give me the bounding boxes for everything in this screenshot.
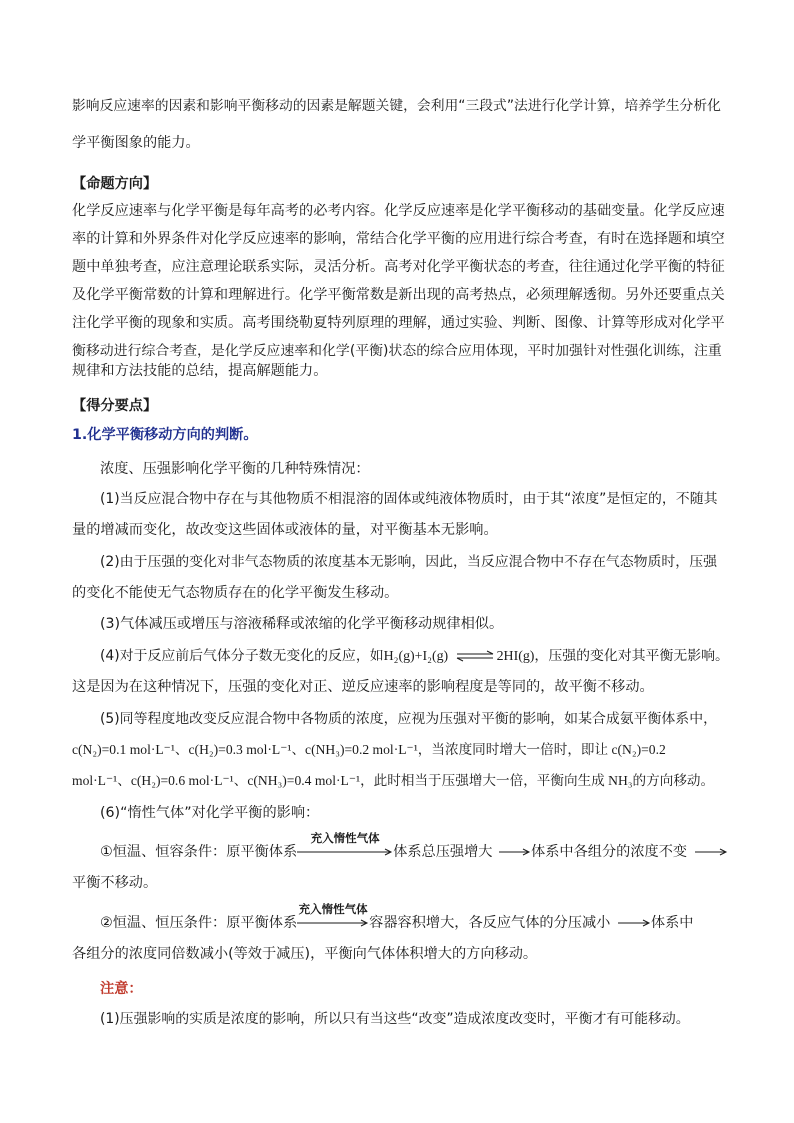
- direction-line-1: 化学反应速率与化学平衡是每年高考的必考内容。化学反应速率是化学平衡移动的基础变量。化学反应速: [72, 203, 725, 219]
- point-1-line-1: (1)当反应混合物中存在与其他物质不相混溶的固体或纯液体物质时，由于其“浓度”是恒定的，不随其: [100, 491, 718, 507]
- point-5-line-1: (5)同等程度地改变反应混合物中各物质的浓度，应视为压强对平衡的影响，如某合成氨平衡体系中，: [100, 711, 717, 727]
- intro-line-1: 影响反应速率的因素和影响平衡移动的因素是解题关键，会利用“三段式”法进行化学计算，培养学生分析化: [72, 98, 721, 114]
- direction-line-7: 规律和方法技能的总结，提高解题能力。: [72, 363, 328, 379]
- point-3: (3)气体减压或增压与溶液稀释或浓缩的化学平衡移动规律相似。: [100, 616, 504, 632]
- point-6: (6)“惰性气体”对化学平衡的影响：: [100, 805, 320, 821]
- case-1-start: ①恒温、恒容条件：原平衡体系: [100, 844, 298, 860]
- point-2-line-2: 的变化不能使无气态物质存在的化学平衡发生移动。: [72, 585, 399, 601]
- right-arrow-icon: [692, 847, 728, 857]
- case-2-arrow-label: 充入惰性气体: [298, 902, 368, 916]
- intro-line-2: 学平衡图象的能力。: [72, 135, 200, 151]
- direction-line-5: 注化学平衡的现象和实质。高考围绕勒夏特列原理的理解，通过实验、判断、图像、计算等形成对化学平: [72, 315, 725, 331]
- case-1-labeled-arrow: [297, 831, 393, 862]
- point-1-line-2: 量的增减而变化，故改变这些固体或液体的量，对平衡基本无影响。: [72, 522, 498, 538]
- point-4-line-2: 这是因为在这种情况下，压强的变化对正、逆反应速率的影响程度是等同的，故平衡不移动。: [72, 679, 654, 695]
- point-4-eq-left: H₂(g)+I₂(g): [383, 649, 449, 664]
- case-1-arrow-label: 充入惰性气体: [310, 831, 380, 845]
- point-4-post: ，压强的变化对其平衡无影响。: [534, 648, 729, 664]
- point-4-line-1: [100, 646, 729, 667]
- right-arrow-icon: [615, 918, 651, 928]
- direction-line-6: 衡移动进行综合考查，是化学反应速率和化学(平衡)状态的综合应用体现，平时加强针对性强化训练，注重: [72, 343, 722, 359]
- case-2-line-1: [100, 902, 724, 933]
- point-4-pre: (4)对于反应前后气体分子数无变化的反应，如: [100, 648, 384, 664]
- case-2-labeled-arrow: [297, 902, 369, 933]
- case-1-middle: 体系总压强增大: [393, 844, 493, 860]
- direction-heading: 【命题方向】: [72, 176, 158, 192]
- right-arrow-icon: [297, 918, 369, 928]
- right-arrow-icon: [497, 847, 531, 857]
- point-2-line-1: (2)由于压强的变化对非气态物质的浓度基本无影响，因此，当反应混合物中不存在气态物质时，压强: [100, 554, 717, 570]
- case-2-middle: 容器容积增大，各反应气体的分压减小: [369, 915, 611, 931]
- direction-line-4: 及化学平衡常数的计算和理解进行。化学平衡常数是新出现的高考热点，必须理解透彻。另外还要重点关: [72, 287, 725, 303]
- point-4-eq-right: 2HI(g): [496, 649, 535, 664]
- case-2-start: ②恒温、恒压条件：原平衡体系: [100, 915, 298, 931]
- points-heading: 【得分要点】: [72, 398, 158, 414]
- note-heading: 注意：: [100, 981, 143, 997]
- case-1-end: 体系中各组分的浓度不变: [531, 844, 688, 860]
- right-arrow-icon: [297, 847, 393, 857]
- equilibrium-arrow-icon: [453, 650, 497, 662]
- direction-line-3: 题中单独考查，应注意理论联系实际，灵活分析。高考对化学平衡状态的考查，往往通过化学平衡的特征: [72, 259, 725, 275]
- case-1-line-2: 平衡不移动。: [72, 875, 158, 891]
- direction-line-2: 率的计算和外界条件对化学反应速率的影响，常结合化学平衡的应用进行综合考查，有时在选择题和填空: [72, 231, 725, 247]
- point-5-line-3: mol·L⁻¹、c(H₂)=0.6 mol·L⁻¹、c(NH₃)=0.4 mol·L⁻¹，此时相当于压强增大一倍，平衡向生成 NH₃的方向移动。: [72, 773, 715, 788]
- point-5-line-2: c(N₂)=0.1 mol·L⁻¹、c(H₂)=0.3 mol·L⁻¹、c(NH₃)=0.2 mol·L⁻¹，当浓度同时增大一倍时，即让 c(N₂)=0.2: [72, 742, 666, 757]
- case-2-end: 体系中: [650, 915, 694, 931]
- note-1: (1)压强影响的实质是浓度的影响，所以只有当这些“改变”造成浓度改变时，平衡才有可能移动。: [100, 1011, 690, 1027]
- case-2-line-2: 各组分的浓度同倍数减小(等效于减压)，平衡向气体体积增大的方向移动。: [72, 946, 538, 962]
- points-intro: 浓度、压强影响化学平衡的几种特殊情况：: [100, 461, 370, 477]
- case-1-line-1: [100, 831, 724, 862]
- points-subheading: 1.化学平衡移动方向的判断。: [72, 427, 258, 443]
